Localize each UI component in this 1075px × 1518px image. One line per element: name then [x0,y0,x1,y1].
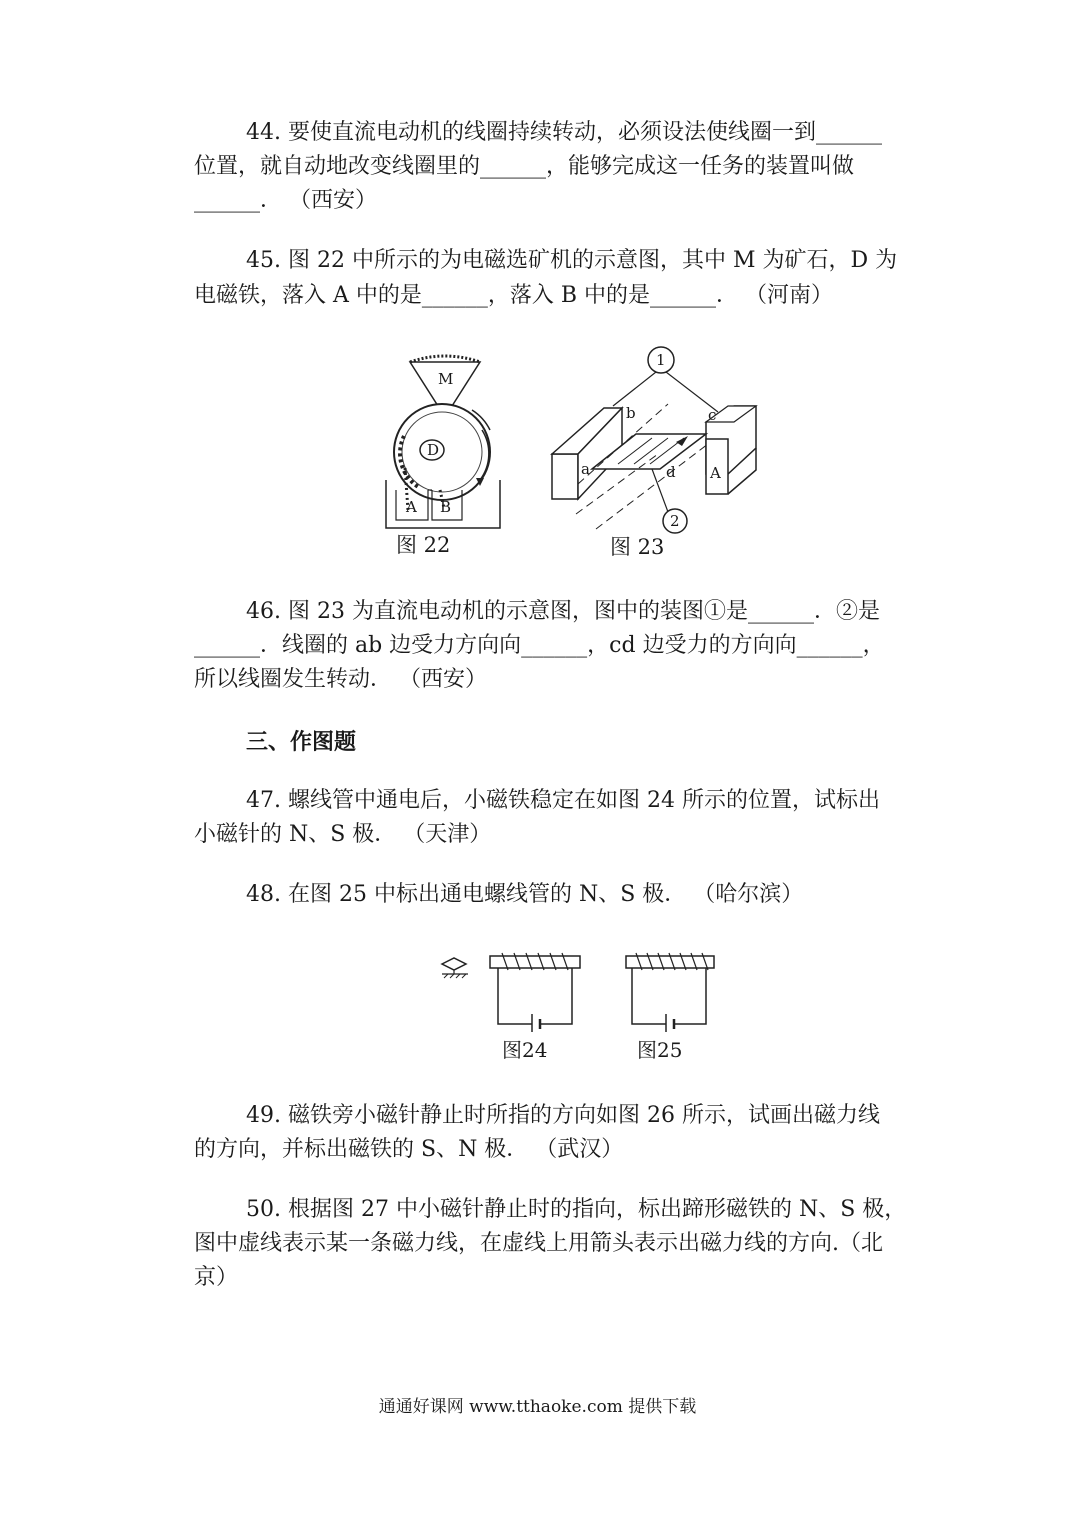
q50-line-1: 50. 根据图 27 中小磁针静止时的指向，标出蹄形磁铁的 N、S 极， [246,1197,907,1222]
fig24-caption: 图24 [502,1038,548,1062]
q47-line-1: 47. 螺线管中通电后，小磁铁稳定在如图 24 所示的位置，试标出 [246,788,880,813]
q45-line-2: 电磁铁，落入 A 中的是______，落入 B 中的是______． （河南） [194,283,834,308]
q50-line-3: 京） [194,1265,239,1290]
label-d: D [427,441,440,459]
q49-line-1: 49. 磁铁旁小磁针静止时所指的方向如图 26 所示，试画出磁力线 [246,1103,880,1128]
circuit-wire [498,968,532,1024]
label-d: d [666,463,676,481]
fig22-caption: 图 22 [396,533,451,557]
fig25-caption: 图25 [637,1038,683,1062]
q46-line-1: 46. 图 23 为直流电动机的示意图，图中的装图①是______．②是 [246,599,880,624]
figure-22-ore-separator [380,350,510,530]
label-2: 2 [670,512,680,530]
q50-line-2: 图中虚线表示某一条磁力线，在虚线上用箭头表示出磁力线的方向.（北 [194,1231,883,1256]
section-3-heading: 三、作图题 [246,730,357,755]
q47-line-2: 小磁针的 N、S 极． （天津） [194,822,492,847]
label-c: c [708,406,717,424]
q46-line-3: 所以线圈发生转动． （西安） [194,667,487,692]
q44-line-2: 位置，就自动地改变线圈里的______，能够完成这一任务的装置叫做 [194,154,855,179]
q48-line-1: 48. 在图 25 中标出通电螺线管的 N、S 极． （哈尔滨） [246,882,804,907]
q49-line-2: 的方向，并标出磁铁的 S、N 极． （武汉） [194,1137,624,1162]
q45-line-1: 45. 图 22 中所示的为电磁选矿机的示意图，其中 M 为矿石，D 为 [246,248,898,273]
magnet-left [552,454,578,499]
figure-25-solenoid [622,948,722,1028]
label-m: M [438,370,454,388]
label-b: B [440,498,452,516]
figure-24-solenoid [438,948,588,1028]
label-a: a [581,460,590,478]
label-1: 1 [656,351,666,369]
figure-23-dc-motor [548,344,763,534]
circuit-wire [632,968,666,1024]
small-magnet [442,958,466,970]
label-a: A [406,498,417,516]
q44-line-1: 44. 要使直流电动机的线圈持续转动，必须设法使线圈一到______ [246,120,882,145]
fig23-caption: 图 23 [610,535,665,559]
q44-line-3: ______． （西安） [194,188,377,213]
label-pole: A [710,464,721,482]
page-footer: 通通好课网 www.tthaoke.com 提供下载 [378,1397,697,1417]
q46-line-2: ______．线圈的 ab 边受力方向向______，cd 边受力的方向向______， [194,633,885,658]
label-b: b [626,404,636,422]
